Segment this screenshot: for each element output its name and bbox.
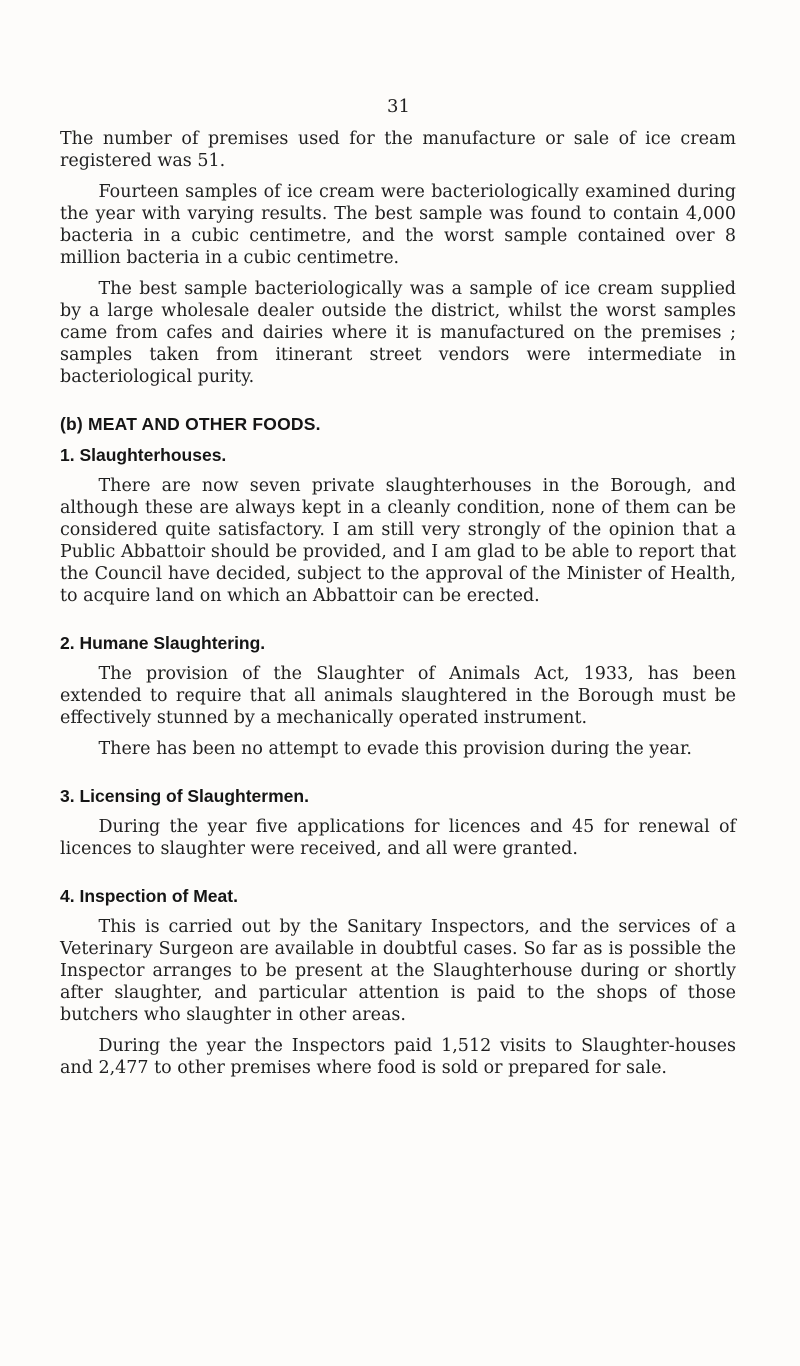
humane-slaughtering-paragraph-1: The provision of the Slaughter of Animals Act, 1933, has been extended to require that all animals slaughtered in the Borough must be effectively stunned by a mechanically operated instrument.: [60, 664, 736, 728]
section-b-heading: (b) MEAT AND OTHER FOODS.: [60, 414, 321, 434]
ice-cream-paragraph-1: The number of premises used for the manufacture or sale of ice cream registered was 51.: [60, 129, 736, 171]
licensing-heading: 3. Licensing of Slaughtermen.: [60, 786, 309, 806]
ice-cream-section: [60, 128, 736, 388]
inspection-paragraph-2: During the year the Inspectors paid 1,512 visits to Slaughter-houses and 2,477 to other premises where food is sold or prepared for sale.: [60, 1036, 736, 1078]
licensing-paragraph: During the year five applications for licences and 45 for renewal of licences to slaughter were received, and all were granted.: [60, 817, 736, 859]
ice-cream-paragraph-2: Fourteen samples of ice cream were bacteriologically examined during the year with varying results. The best sample was found to contain 4,000 bacteria in a cubic centimetre, and the worst sample contained over 8 million bacteria in a cubic centimetre.: [60, 182, 736, 268]
document-body: [60, 128, 736, 1079]
humane-slaughtering-heading: 2. Humane Slaughtering.: [60, 633, 266, 653]
inspection-heading: 4. Inspection of Meat.: [60, 886, 238, 906]
page-number-text: 31: [387, 96, 410, 117]
inspection-paragraph-1: This is carried out by the Sanitary Inspectors, and the services of a Veterinary Surgeon are available in doubtful cases. So far as is possible the Inspector arranges to be present at the Slaughterhouse during or shortly after slaughter, and particular attention is paid to the shops of those butchers who slaughter in other areas.: [60, 917, 736, 1025]
ice-cream-paragraph-3: The best sample bacteriologically was a sample of ice cream supplied by a large wholesale dealer outside the district, whilst the worst samples came from cafes and dairies where it is manufactured on the premises ; samples taken from itinerant street vendors were intermediate in bacteriological purity.: [60, 279, 736, 387]
inspection-section: [60, 886, 736, 1079]
humane-slaughtering-section: [60, 633, 736, 760]
licensing-section: [60, 786, 736, 860]
slaughterhouses-section: [60, 445, 736, 607]
humane-slaughtering-paragraph-2: There has been no attempt to evade this provision during the year.: [98, 739, 692, 759]
slaughterhouses-heading: 1. Slaughterhouses.: [60, 445, 227, 465]
slaughterhouses-paragraph: There are now seven private slaughterhouses in the Borough, and although these are always kept in a cleanly condition, none of them can be considered quite satisfactory. I am still very strongly of the opinion that a Public Abbattoir should be provided, and I am glad to be able to report that the Council have decided, subject to the approval of the Minister of Health, to acquire land on which an Abbattoir can be erected.: [60, 476, 736, 606]
